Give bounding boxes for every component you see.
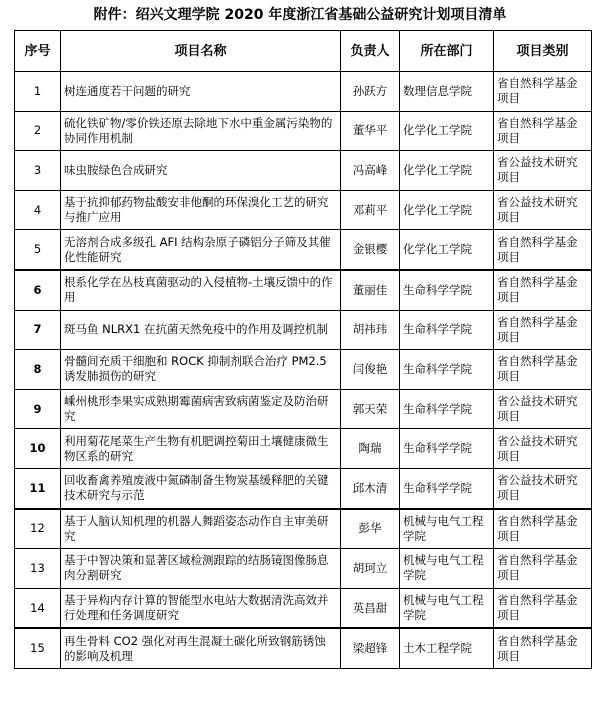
row-category: 省自然科学基金项目	[494, 72, 592, 112]
header-person: 负责人	[341, 31, 400, 72]
row-dept: 生命科学学院	[400, 350, 494, 390]
row-category: 省自然科学基金项目	[494, 350, 592, 390]
row-dept: 生命科学学院	[400, 270, 494, 310]
table-row	[15, 151, 592, 191]
row-category: 省自然科学基金项目	[494, 549, 592, 589]
row-person: 邓莉平	[341, 190, 400, 230]
row-category: 省公益技术研究项目	[494, 389, 592, 429]
row-project-name: 基于抗抑郁药物盐酸安非他酮的环保溴化工艺的研究与推广应用	[61, 190, 341, 230]
row-person: 董华平	[341, 111, 400, 151]
row-person: 郭天荣	[341, 389, 400, 429]
row-person: 孙跃方	[341, 72, 400, 112]
row-category: 省自然科学基金项目	[494, 310, 592, 350]
project-table	[14, 30, 592, 669]
table-row	[15, 628, 592, 668]
row-project-name: 利用菊花尾菜生产生物有机肥调控菊田土壤健康微生物区系的研究	[61, 429, 341, 469]
row-dept: 化学化工学院	[400, 230, 494, 270]
row-num: 7	[15, 310, 61, 350]
row-project-name: 根系化学在丛枝真菌驱动的入侵植物-土壤反馈中的作用	[61, 270, 341, 310]
row-num: 15	[15, 628, 61, 668]
row-project-name: 无溶剂合成多级孔 AFI 结构杂原子磷铝分子筛及其催化性能研究	[61, 230, 341, 270]
row-person: 董丽佳	[341, 270, 400, 310]
row-dept: 生命科学学院	[400, 389, 494, 429]
row-person: 闫俊艳	[341, 350, 400, 390]
row-num: 10	[15, 429, 61, 469]
table-header-row	[15, 31, 592, 72]
row-category: 省公益技术研究项目	[494, 468, 592, 508]
row-dept: 生命科学学院	[400, 429, 494, 469]
row-dept: 机械与电气工程学院	[400, 509, 494, 549]
row-num: 1	[15, 72, 61, 112]
table-row	[15, 350, 592, 390]
row-dept: 化学化工学院	[400, 190, 494, 230]
page-title: 附件：绍兴文理学院 2020 年度浙江省基础公益研究计划项目清单	[93, 7, 507, 23]
row-project-name: 硫化铁矿物/零价铁还原去除地下水中重金属污染物的协同作用机制	[61, 111, 341, 151]
row-project-name: 骨髓间充质干细胞和 ROCK 抑制剂联合治疗 PM2.5 诱发肺损伤的研究	[61, 350, 341, 390]
row-project-name: 嵊州桃形李果实成熟期霉菌病害致病菌鉴定及防治研究	[61, 389, 341, 429]
table-row	[15, 468, 592, 508]
table-row	[15, 509, 592, 549]
header-num: 序号	[15, 31, 61, 72]
row-dept: 化学化工学院	[400, 111, 494, 151]
row-num: 3	[15, 151, 61, 191]
row-project-name: 味虫胺绿色合成研究	[61, 151, 341, 191]
row-person: 胡祎玮	[341, 310, 400, 350]
row-project-name: 基于异构内存计算的智能型水电站大数据清洗高效并行处理和任务调度研究	[61, 588, 341, 628]
header-name: 项目名称	[61, 31, 341, 72]
row-num: 13	[15, 549, 61, 589]
row-category: 省自然科学基金项目	[494, 628, 592, 668]
table-row	[15, 429, 592, 469]
row-project-name: 树连通度若干问题的研究	[61, 72, 341, 112]
row-project-name: 再生骨料 CO2 强化对再生混凝土碳化所致钢筋锈蚀的影响及机理	[61, 628, 341, 668]
row-person: 胡珂立	[341, 549, 400, 589]
row-person: 梁超锋	[341, 628, 400, 668]
row-dept: 数理信息学院	[400, 72, 494, 112]
row-num: 11	[15, 468, 61, 508]
row-project-name: 斑马鱼 NLRX1 在抗菌天然免疫中的作用及调控机制	[61, 310, 341, 350]
row-person: 邱木清	[341, 468, 400, 508]
row-person: 冯高峰	[341, 151, 400, 191]
table-row	[15, 190, 592, 230]
row-num: 6	[15, 270, 61, 310]
row-num: 5	[15, 230, 61, 270]
table-row	[15, 111, 592, 151]
header-category: 项目类别	[494, 31, 592, 72]
row-project-name: 基于人脑认知机理的机器人舞蹈姿态动作自主审美研究	[61, 509, 341, 549]
row-category: 省公益技术研究项目	[494, 190, 592, 230]
row-num: 14	[15, 588, 61, 628]
row-num: 2	[15, 111, 61, 151]
row-num: 12	[15, 509, 61, 549]
table-row	[15, 588, 592, 628]
row-person: 英昌甜	[341, 588, 400, 628]
row-num: 8	[15, 350, 61, 390]
row-person: 陶瑞	[341, 429, 400, 469]
row-category: 省公益技术研究项目	[494, 429, 592, 469]
row-num: 9	[15, 389, 61, 429]
row-person: 彭华	[341, 509, 400, 549]
row-category: 省自然科学基金项目	[494, 588, 592, 628]
row-project-name: 回收畜禽养殖废液中氮磷制备生物炭基缓释肥的关键技术研究与示范	[61, 468, 341, 508]
row-dept: 生命科学学院	[400, 468, 494, 508]
row-category: 省自然科学基金项目	[494, 270, 592, 310]
row-project-name: 基于中智决策和显著区域检测跟踪的结肠镜图像肠息肉分割研究	[61, 549, 341, 589]
table-row	[15, 389, 592, 429]
row-category: 省公益技术研究项目	[494, 151, 592, 191]
row-dept: 化学化工学院	[400, 151, 494, 191]
row-dept: 生命科学学院	[400, 310, 494, 350]
row-dept: 土木工程学院	[400, 628, 494, 668]
row-category: 省自然科学基金项目	[494, 111, 592, 151]
row-category: 省自然科学基金项目	[494, 230, 592, 270]
row-category: 省自然科学基金项目	[494, 509, 592, 549]
header-dept: 所在部门	[400, 31, 494, 72]
row-dept: 机械与电气工程学院	[400, 549, 494, 589]
table-row	[15, 230, 592, 270]
table-row	[15, 310, 592, 350]
table-row	[15, 270, 592, 310]
row-dept: 机械与电气工程学院	[400, 588, 494, 628]
table-row	[15, 72, 592, 112]
row-person: 金银樱	[341, 230, 400, 270]
table-row	[15, 549, 592, 589]
row-num: 4	[15, 190, 61, 230]
